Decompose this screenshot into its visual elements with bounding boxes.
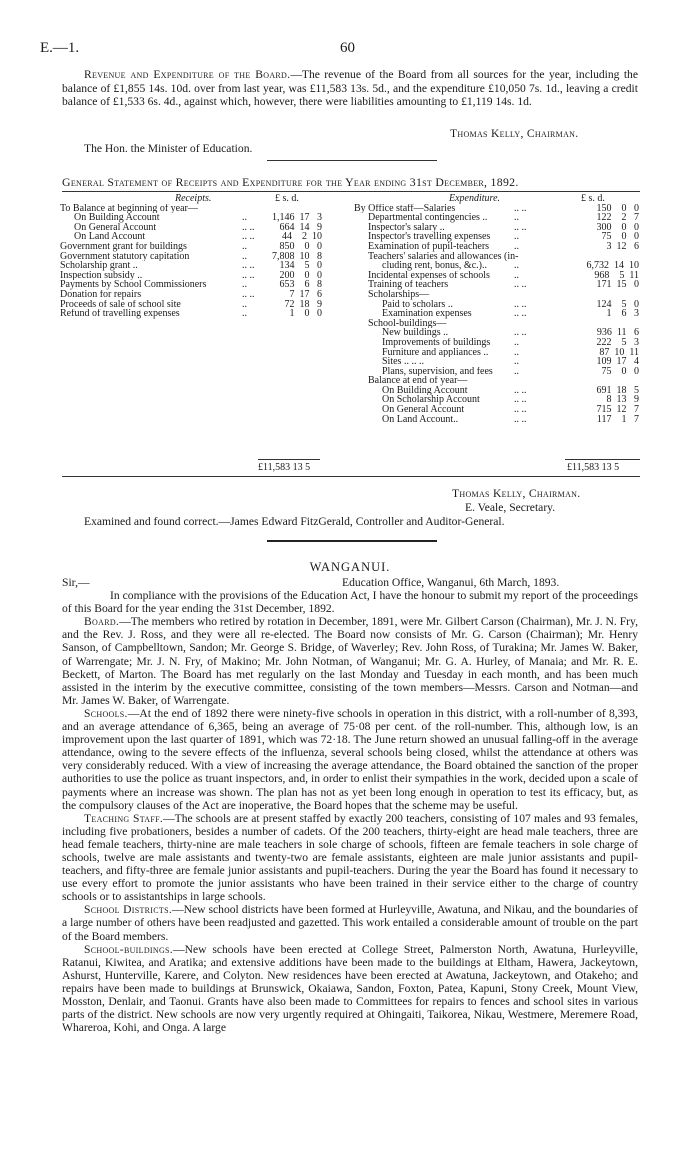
expenditure-label: Balance at end of year— [368,376,468,386]
intro-paragraph: In compliance with the provisions of the Education Act, I have the honour to submit my report of the proceedings of this Board for the year ending the 31st December, 1892. [62,589,638,616]
expenditure-amount: 691 18 5 [596,385,639,396]
receipts-amount: 850 0 0 [279,241,322,252]
receipts-row [60,300,345,310]
board-paragraph [62,615,638,707]
expenditure-leader: .. [514,357,519,367]
staff-text: —The schools are at present staffed by exactly 200 teachers, consisting of 107 males and 93 females, including five probationers, besides a number of cadets. Of the 200 teachers, thirty-eight are head male teachers, three are head female teachers, thirty-nine are male teachers in sole charge of schools, fifteen are female teachers in sole charge of schools, twelve are male assistants and twenty-two are female assistants, eighteen are male junior assistants and pupil-teachers, and fifty-three are female junior assistants and pupil-teachers. During the year the Board has found it necessary to use every effort to promote the junior assistants who have been trained in their service either to the charge of country schools or to assistantships in large schools. [62,811,638,904]
expenditure-row [354,223,644,233]
receipts-leader: .. [242,299,247,310]
expenditure-label: Teachers' salaries and allowances (in- [368,251,519,262]
expenditure-label: On Building Account [382,385,468,396]
section-divider [267,540,437,542]
receipts-column [60,194,345,319]
expenditure-total-rule [565,459,640,460]
expenditure-row [354,242,644,252]
expenditure-label: Examination expenses [382,309,472,319]
schools-paragraph [62,707,638,812]
revenue-heading: Revenue and Expenditure of the Board. [84,68,291,81]
expenditure-amount: 150 0 0 [596,203,639,214]
expenditure-label: Plans, supervision, and fees [382,366,493,377]
receipts-row [60,271,345,281]
expenditure-label: Training of teachers [368,280,449,290]
receipts-row [60,204,345,214]
expenditure-amount: 715 12 7 [596,405,639,415]
expenditure-leader: .. [514,337,519,348]
receipts-label: Inspection subsidy .. [60,270,143,281]
expenditure-amount: 222 5 3 [596,337,639,348]
expenditure-row [354,271,644,281]
dateline: Education Office, Wanganui, 6th March, 1893. [342,576,560,589]
receipts-amount: 44 2 10 [282,232,322,242]
buildings-text: —New schools have been erected at College Street, Palmerston North, Awatuna, Hurleyville, Ratanui, Kiwitea, and Aratika; and extensive additions have been made to the buildings at Eltham, Hawera, Jackeytown, Ashurst, Hunterville, Karere, and Colyton. New residences have been erected at Awatuna, Jackeytown, and Otakeho; and repairs have been made to buildings at Brunswick, Okaiawa, Sandon, Foxton, Patea, Kapuni, Stony Creek, Mount View, Mosston, Denlair, and Taonui. Grants have also been made to Committees for repairs to fences and school sites in various parts of the district. New schools are now very urgently required at Ohingaiti, Taikorea, Nikau, Westmere, Meremere Road, Whareroa, Kohi, and Onga. A large [62,942,638,1035]
receipts-total: £11,583 13 5 [258,462,311,473]
staff-paragraph [62,812,638,904]
receipts-row [60,280,345,290]
expenditure-label: Sites .. .. .. [382,357,424,367]
expenditure-leader: .. .. [514,395,527,406]
receipts-amount: 200 0 0 [279,270,322,281]
expenditure-leader: .. .. [514,385,527,396]
expenditure-row [354,290,644,300]
receipts-label: Scholarship grant .. [60,261,138,271]
receipts-row [60,223,345,233]
expenditure-amount: 171 15 0 [596,280,639,290]
expenditure-amount: 109 17 4 [596,357,639,367]
receipts-amount: 1 0 0 [289,309,322,319]
report-code: E.—1. [40,40,80,56]
expenditure-amount: 75 0 0 [601,232,639,242]
expenditure-row [354,300,644,310]
receipts-label: On Land Account [74,232,146,242]
expenditure-label: New buildings .. [382,328,449,338]
receipts-heading: Receipts. [175,194,212,204]
receipts-leader: .. [242,309,247,319]
expenditure-label: Incidental expenses of schools [368,270,490,281]
expenditure-row [354,309,644,319]
receipts-leader: .. .. [242,222,255,233]
receipts-amount: 1,146 17 3 [272,213,322,223]
receipts-row [60,252,345,262]
receipts-amount: 7,808 10 8 [272,251,322,262]
chairman-signature: Thomas Kelly, Chairman. [450,127,579,140]
expenditure-row [354,319,644,329]
expenditure-row [354,261,644,271]
receipts-amount: 653 6 8 [279,280,322,290]
expenditure-leader: .. .. [514,280,527,290]
receipts-leader: .. .. [242,289,255,300]
buildings-paragraph [62,943,638,1035]
receipts-label: Donation for repairs [60,289,142,300]
receipts-label: Proceeds of sale of school site [60,299,181,310]
expenditure-row [354,232,644,242]
expenditure-leader: .. .. [514,328,527,338]
expenditure-label: School-buildings— [368,318,447,329]
expenditure-amount: 300 0 0 [596,222,639,233]
receipts-label: To Balance at beginning of year— [60,203,198,214]
expenditure-leader: .. .. [514,299,527,310]
expenditure-leader: .. [514,241,519,252]
expenditure-row [354,367,644,377]
expenditure-leader: .. [514,213,519,223]
receipts-leader: .. .. [242,270,255,281]
expenditure-row [354,386,644,396]
expenditure-heading: Expenditure. [449,194,501,204]
expenditure-amount: 122 2 7 [596,213,639,223]
receipts-row [60,309,345,319]
receipts-label: Refund of travelling expenses [60,309,180,319]
receipts-row [60,232,345,242]
expenditure-leader: .. [514,270,519,281]
statement-title: General Statement of Receipts and Expenditure for the Year ending 31st December, 1892. [62,175,519,189]
addressee: The Hon. the Minister of Education. [84,142,253,155]
receipts-label: On General Account [74,222,157,233]
receipts-units: £ s. d. [275,194,299,204]
receipts-amount: 7 17 6 [289,289,322,300]
receipts-row [60,261,345,271]
expenditure-total: £11,583 13 5 [567,462,620,473]
expenditure-label: By Office staff—Salaries [354,203,456,214]
expenditure-amount: 1 6 3 [606,309,639,319]
board-heading: Board. [84,615,120,629]
revenue-paragraph [62,68,638,109]
expenditure-amount: 6,732 14 10 [586,261,639,271]
receipts-leader: .. .. [242,261,255,271]
buildings-heading: School-buildings. [84,942,173,956]
expenditure-leader: .. .. [514,405,527,415]
staff-heading: Teaching Staff. [84,811,164,825]
chairman-signature-2: Thomas Kelly, Chairman. [452,487,581,500]
expenditure-row [354,252,644,262]
receipts-label: Government statutory capitation [60,251,190,262]
expenditure-amount: 8 13 9 [606,395,639,406]
expenditure-units: £ s. d. [581,194,605,204]
receipts-row [60,213,345,223]
expenditure-row [354,328,644,338]
receipts-label: On Building Account [74,213,160,223]
expenditure-label: Paid to scholars .. [382,299,453,310]
expenditure-amount: 75 0 0 [601,366,639,377]
receipts-leader: .. [242,280,247,290]
salutation: Sir,— [62,576,90,589]
expenditure-amount: 117 1 7 [596,414,639,425]
expenditure-amount: 87 10 11 [599,347,639,358]
receipts-row [60,242,345,252]
expenditure-amount: 3 12 6 [606,241,639,252]
expenditure-leader: .. [514,232,519,242]
expenditure-leader: .. .. [514,309,527,319]
wanganui-report [62,576,638,1034]
expenditure-label: On Scholarship Account [382,395,480,406]
receipts-leader: .. [242,241,247,252]
expenditure-label: Examination of pupil-teachers [368,241,490,252]
districts-text: —New school districts have been formed at Hurleyville, Awatuna, and Nikau, and the boundaries of a large number of others have been readjusted and gazetted. This work entailed a considerable amount of trouble on the part of the Board members. [62,903,638,943]
section-title: WANGANUI. [309,560,391,574]
expenditure-leader: .. .. [514,222,527,233]
receipts-label: Payments by School Commissioners [60,280,207,290]
expenditure-column [354,194,644,424]
receipts-label: Government grant for buildings [60,241,187,252]
receipts-amount: 72 18 9 [284,299,322,310]
receipts-amount: 134 5 0 [279,261,322,271]
expenditure-amount: 124 5 0 [596,299,639,310]
receipts-leader: .. [242,213,247,223]
expenditure-label: Inspector's salary .. [368,222,445,233]
expenditure-label: cluding rent, bonus, &c.).. [382,261,487,271]
districts-paragraph [62,903,638,942]
divider-short [267,160,437,161]
secretary-signature: E. Veale, Secretary. [465,501,556,514]
table-top-rule [62,191,640,192]
schools-heading: Schools. [84,706,128,720]
receipts-amount: 664 14 9 [279,222,322,233]
expenditure-row [354,376,644,386]
expenditure-row [354,213,644,223]
expenditure-row [354,338,644,348]
expenditure-label: Improvements of buildings [382,337,491,348]
board-text: —The members who retired by rotation in December, 1891, were Mr. Gilbert Carson (Chairman), Mr. J. N. Fry, and the Rev. J. Ross, and they were all re-elected. The Board now consists of Mr. G. Carson (Chairman); Mr. Henry Sanson, of Campbelltown, Sandon; Mr. George S. Bridge, of Waverley; Rev. John Ross, of Turakina; Mr. James W. Baker, of Warrengate; Mr. J. N. Fry, of Makino; Mr. John Notman, of Wanganui; Mr. G. A. Hurley, of Manaia; and Mr. R. E. Beckett, of Marton. The Board has met regularly on the last Monday and Tuesday in each month, and has been much assisted in the interim by the executive committee, consisting of the town members—Messrs. Carson and Notman—and Mr. James W. Baker, of Warrengate. [62,615,638,707]
expenditure-label: On Land Account.. [382,414,459,425]
schools-text: —At the end of 1892 there were ninety-five schools in operation in this district, with a roll-number of 8,393, and an average attendance of 6,365, being an average of 75·08 per cent. of the roll-number. This, although low, is an improvement upon the last quarter of 1891, which was 72·18. The June return showed an unusual falling-off in the average attendance, owing to the severe effects of the influenza, several schools being closed, whilst the attendance at others was very considerably reduced. With a view of increasing the average attendance, the Board obtained the sanction of the proper authorities to use the police as truant inspectors, and, in order to enlist their sympathies in the work, decided upon a scale of payments where an increase was shown. The plan has not as yet been long enough in operation to test its efficacy, but, as the compulsory clauses of the Act are inoperative, the Board hopes that the scheme may be useful. [62,706,638,812]
districts-heading: School Districts. [84,903,173,917]
expenditure-leader: .. [514,261,519,271]
table-bottom-rule [62,476,640,477]
revenue-text: —The revenue of the Board from all sources for the year, including the balance of £1,855 14s. 10d. over from last year, was £11,583 13s. 5d., and the expenditure £10,050 7s. 1d., leaving a credit balance of £1,533 6s. 4d., against which, however, there were liabilities amounting to £1,119 14s. 1d. [62,68,638,109]
receipts-row [60,290,345,300]
page-number: 60 [340,40,355,56]
expenditure-label: Furniture and appliances .. [382,347,489,358]
expenditure-row [354,280,644,290]
expenditure-label: Inspector's travelling expenses [368,232,491,242]
expenditure-row [354,395,644,405]
expenditure-row [354,204,644,214]
expenditure-label: Departmental contingencies .. [368,213,488,223]
expenditure-leader: .. [514,347,519,358]
expenditure-amount: 936 11 6 [596,328,639,338]
expenditure-row [354,357,644,367]
audit-note: Examined and found correct.—James Edward FitzGerald, Controller and Auditor-General. [84,515,505,528]
receipts-leader: .. .. [242,232,255,242]
expenditure-row [354,348,644,358]
expenditure-row [354,405,644,415]
expenditure-label: On General Account [382,405,465,415]
expenditure-label: Scholarships— [368,289,430,300]
expenditure-amount: 968 5 11 [594,270,639,281]
expenditure-leader: .. .. [514,203,527,214]
receipts-leader: .. [242,251,247,262]
expenditure-leader: .. .. [514,414,527,425]
expenditure-row [354,415,644,425]
expenditure-leader: .. [514,366,519,377]
receipts-total-rule [258,459,320,460]
